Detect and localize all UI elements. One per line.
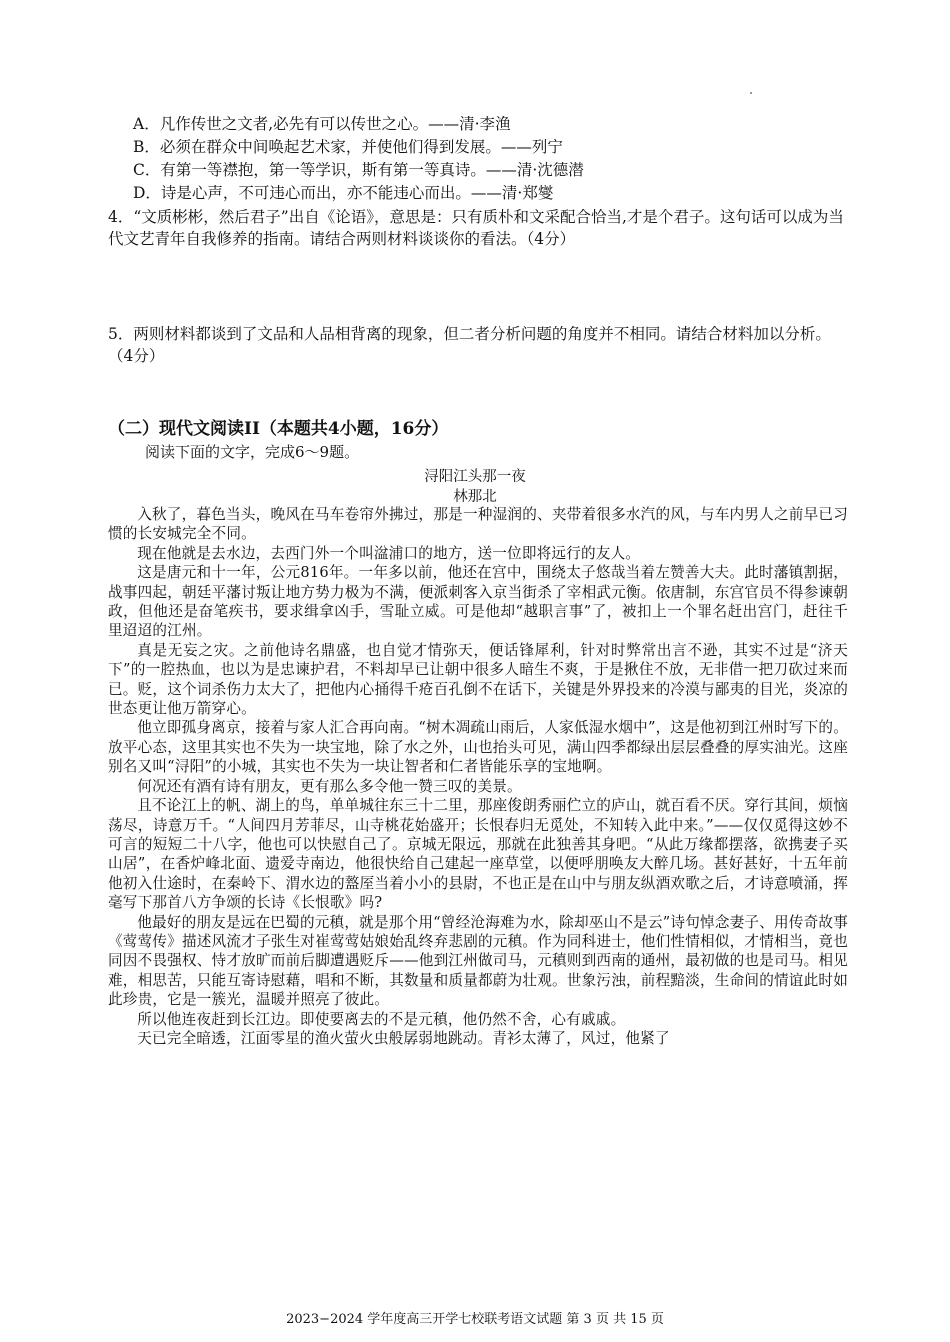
paragraph: 他最好的朋友是远在巴蜀的元稹，就是那个用“曾经沧海难为水，除却巫山不是云”诗句悼念妻子、用传奇故事《莺莺传》描述风流才子张生对崔莺莺姑娘始乱终弃悲剧的元稹。作为同科进士，他们性情相似，才情相当，竟也同因不畏强权、恃才放旷而前后脚遭遇贬斥——他到江州做司马，元稹则到西南的通州，最初做的也是司马。相见难，相思苦，只能互寄诗慰藉，唱和不断，其数量和质量都蔚为壮观。世象污浊，前程黯淡，生命间的情谊此时如此珍贵，它是一簇光，温暖并照亮了彼此。 [108,913,848,1009]
paragraph: 入秋了，暮色当头，晚风在马车卷帘外拂过，那是一种湿润的、夹带着很多水汽的风，与车内男人之前早已习惯的长安城完全不同。 [108,506,848,543]
option-b: B．必须在群众中间唤起艺术家，并使他们得到发展。——列宁 [133,138,563,156]
paragraph: 所以他连夜赶到长江边。即使要离去的不是元稹，他仍然不舍，心有戚戚。 [137,1010,626,1028]
question-5: 5．两则材料都谈到了文品和人品相背离的现象，但二者分析问题的角度并不相同。请结合材料加以分析。（4分） [108,325,831,365]
paragraph: 何况还有酒有诗有朋友，更有那么多令他一赞三叹的美景。 [137,777,522,795]
paragraph: 他立即孤身离京，接着与家人汇合再向南。“树木凋疏山雨后，人家低湿水烟中”，这是他初到江州时写下的。放平心态，这里其实也不失为一块宝地，除了水之外，山也抬头可见，满山四季都绿出层层叠叠的厚实油光。这座别名又叫“浔阳”的小城，其实也不失为一块让智者和仁者皆能乐享的宝地啊。 [108,719,848,776]
option-d: D．诗是心声，不可违心而出，亦不能违心而出。——清·郑燮 [133,184,554,202]
paragraph: 现在他就是去水边，去西门外一个叫湓浦口的地方，送一位即将远行的友人。 [137,544,641,562]
paragraph: 且不论江上的帆、湖上的鸟，单单城往东三十二里，那座俊朗秀丽伫立的庐山，就百看不厌。穿行其间，烦恼荡尽，诗意万千。“人间四月芳菲尽，山寺桃花始盛开；长恨春归无觅处，不知转入此中来。”——仅仅觅得这妙不可言的短短二十八字，他也可以快慰自己了。京城无限远，那就在此独善其身吧。“从此万缘都摆落，欲携妻子买山居”，在香炉峰北面、遗爱寺南边，他很快给自己建起一座草堂，以便呼朋唤友大醉几场。甚好甚好，十五年前他初入仕途时，在秦岭下、渭水边的盩厔当着小小的县尉，不也正是在山中与朋友纵酒欢歌之后，才诗意喷涌，挥毫写下那首八方争颂的长诗《长恨歌》吗? [108,797,848,912]
question-4: 4．“文质彬彬，然后君子”出自《论语》，意思是：只有质朴和文采配合恰当,才是个君子。这句话可以成为当代文艺青年自我修养的指南。请结合两则材料谈谈你的看法。（4分） [108,208,844,248]
option-a: A．凡作传世之文者,必先有可以传世之心。——清·李渔 [133,115,511,133]
scan-speck [750,92,752,94]
reading-instruction: 阅读下面的文字，完成6～9题。 [145,443,360,461]
option-c: C．有第一等襟抱，第一等学识，斯有第一等真诗。——清·沈德潜 [133,161,584,179]
paragraph: 这是唐元和十一年，公元816年。一年多以前，他还在宫中，围绕太子悠哉当着左赞善大夫。此时藩镇割据，战事四起，朝廷平藩讨叛让地方势力极为不满，便派刺客入京当街杀了宰相武元衡。依唐制，东宫官员不得参谏朝政，但他还是奋笔疾书，要求缉拿凶手，雪耻立威。可是他却“越职言事”了，被扣上一个罪名赶出宫门，赶往千里迢迢的江州。 [108,564,848,640]
article-body [108,505,848,1048]
paragraph: 真是无妄之灾。之前他诗名鼎盛，也自觉才情弥天，便话锋犀利，针对时弊常出言不逊，其实不过是“济天下”的一腔热血，也以为是忠谏护君，不料却早已让朝中很多人暗生不爽，于是揪住不放，无非借一把刀砍过来而已。贬，这个词杀伤力太大了，把他内心捅得千疮百孔倒不在话下，关键是外界投来的冷漠与鄙夷的目光，炎凉的世态更让他万箭穿心。 [108,641,848,718]
section-title: （二）现代文阅读II（本题共4小题，16分） [108,419,449,439]
article-author: 林那北 [453,489,497,505]
page-footer: 2023−2024 学年度高三开学七校联考语文试题 第 3 页 共 15 页 [286,1312,664,1327]
paragraph: 天已完全暗透，江面零星的渔火萤火虫般孱弱地跳动。青衫太薄了，风过，他紧了 [137,1029,670,1047]
article-title: 浔阳江头那一夜 [424,469,526,485]
